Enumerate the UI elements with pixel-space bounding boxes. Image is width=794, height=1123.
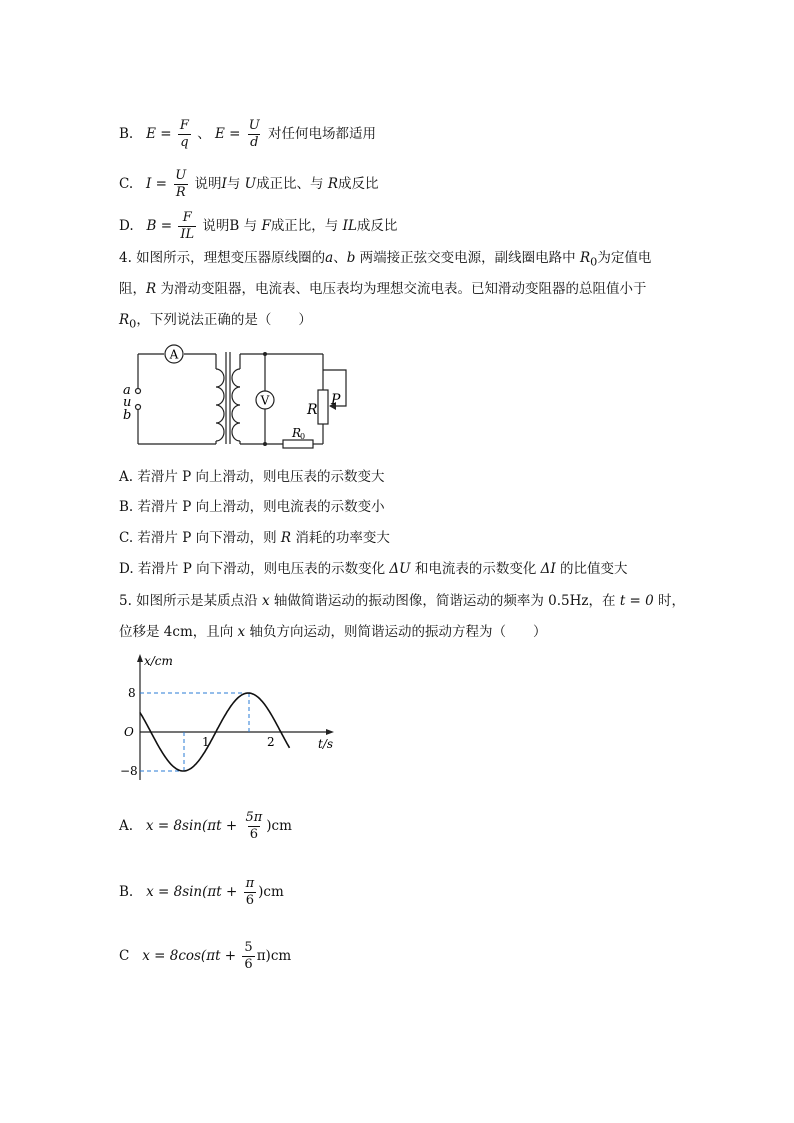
formula-b: B: [146, 218, 157, 234]
numerator: π: [245, 876, 255, 891]
option-label: B.: [119, 126, 134, 142]
label-r: R: [307, 402, 318, 418]
formula-pre: x = 8sin(πt +: [145, 818, 238, 834]
label-r0: R: [292, 426, 302, 440]
formula-post: )cm: [266, 818, 292, 834]
q4-option-b: B. 若滑片 P 向上滑动，则电流表的示数变小: [119, 499, 385, 515]
var: t = 0: [619, 593, 654, 609]
stem-text: 轴做简谐运动的振动图像，简谐运动的频率为 0.5Hz，在: [269, 593, 620, 609]
option-text: 对任何电场都适用: [268, 126, 377, 142]
stem-text: 位移是 4cm，且向: [119, 624, 238, 640]
var: U: [244, 176, 257, 192]
fraction: [244, 876, 257, 909]
denominator: 6: [249, 827, 258, 842]
x-tick-1: 1: [202, 735, 210, 749]
fraction: [242, 940, 254, 973]
option-text: D. 若滑片 P 向下滑动，则电压表的示数变化: [119, 561, 390, 577]
subscript: 0: [129, 317, 137, 331]
stem-text: 4. 如图所示，理想变压器原线圈的: [119, 250, 326, 266]
var: a: [325, 250, 334, 266]
x-axis-arrow: [326, 729, 334, 735]
fraction-u-over-d: [247, 118, 262, 151]
q5-option-b: [119, 876, 284, 909]
label-r0-subscript: 0: [300, 432, 306, 441]
y-tick-top: 8: [128, 686, 136, 700]
option-text: 成反比: [356, 218, 398, 234]
denominator: 6: [245, 893, 255, 908]
var: ΔI: [540, 561, 556, 577]
label-p: P: [331, 392, 341, 408]
option-label: D.: [119, 218, 134, 234]
var: R: [146, 281, 157, 297]
option-text: 和电流表的示数变化: [410, 561, 541, 577]
stem-text: 两端接正弦交变电源，副线圈电路中: [355, 250, 580, 266]
formula-pre: x = 8cos(πt +: [142, 948, 237, 964]
q3-option-b: [119, 118, 376, 151]
formula-post: π)cm: [256, 948, 292, 964]
q5-option-a: [119, 810, 292, 843]
var: b: [346, 250, 356, 266]
q3-option-c: [119, 168, 379, 201]
var: F: [261, 218, 271, 234]
q5-stem-line2: [119, 623, 546, 641]
option-text: 成正比，与: [270, 218, 343, 234]
denominator: d: [250, 135, 259, 150]
formula-pre: x = 8sin(πt +: [146, 884, 238, 900]
q4-option-c: [119, 529, 390, 547]
formula-i: I: [146, 176, 152, 192]
var: ΔU: [389, 561, 411, 577]
denominator: R: [175, 185, 186, 200]
label-u: u: [123, 395, 132, 410]
stem-text: 5. 如图所示是某质点沿: [119, 593, 262, 609]
option-text: C. 若滑片 P 向下滑动，则: [119, 530, 281, 546]
q3-option-d: [119, 210, 397, 243]
q5-option-c: [119, 940, 291, 973]
x-axis-label: t/s: [318, 737, 334, 751]
transformer-circuit-diagram: [118, 344, 358, 454]
option-label: B.: [119, 884, 134, 900]
terminal-b: [136, 405, 141, 410]
var: R: [327, 176, 339, 192]
numerator: 5: [244, 940, 253, 955]
resistor-r0: [283, 440, 313, 448]
fraction: [243, 810, 264, 843]
numerator: F: [182, 210, 192, 225]
option-label: C: [119, 948, 130, 964]
var: R: [280, 530, 292, 546]
label-a: a: [123, 383, 131, 398]
junction: [263, 442, 267, 446]
numerator: U: [248, 118, 260, 133]
fraction-f-over-q: [178, 118, 191, 151]
q4-stem-line1: [119, 249, 651, 272]
separator: 、: [333, 250, 347, 266]
origin-label: O: [124, 725, 134, 739]
y-axis-arrow: [137, 654, 143, 662]
fraction-f-over-il: [178, 210, 196, 243]
subscript: 0: [590, 255, 598, 269]
var: x: [261, 593, 270, 609]
option-text: 的比值变大: [555, 561, 628, 577]
stem-text: 为定值电: [597, 250, 652, 266]
equals: =: [155, 176, 167, 192]
stem-text: 阻，: [119, 281, 146, 297]
q4-option-a: A. 若滑片 P 向上滑动，则电压表的示数变大: [119, 469, 385, 485]
primary-coil: [216, 369, 224, 441]
numerator: U: [175, 168, 187, 183]
y-axis-label: x/cm: [144, 654, 173, 668]
numerator: F: [179, 118, 189, 133]
equals: =: [229, 126, 241, 142]
x-tick-2: 2: [267, 735, 275, 749]
stem-text: ，下列说法正确的是（ ）: [136, 312, 312, 328]
option-text: 成反比: [338, 176, 379, 192]
numerator: 5π: [245, 810, 263, 825]
option-text: 说明: [194, 176, 222, 192]
voltmeter-label: V: [260, 393, 270, 408]
option-text: 消耗的功率变大: [291, 530, 390, 546]
rheostat-r: [318, 390, 328, 424]
option-text: 说明B 与: [202, 218, 262, 234]
denominator: q: [180, 135, 189, 150]
y-tick-bottom: −8: [120, 764, 138, 778]
option-label: C.: [119, 176, 134, 192]
denominator: 6: [244, 957, 253, 972]
stem-text: 轴负方向运动，则简谐运动的振动方程为（ ）: [245, 624, 547, 640]
equals: =: [160, 218, 173, 234]
var: R: [579, 250, 591, 266]
vibration-graph: [118, 650, 348, 785]
denominator: IL: [180, 227, 195, 242]
secondary-coil: [232, 369, 240, 441]
separator: 、: [197, 126, 211, 142]
stem-text: 时，: [653, 593, 686, 609]
ammeter-label: A: [169, 347, 179, 362]
junction: [263, 352, 267, 356]
equals: =: [160, 126, 172, 142]
formula-e: E: [146, 126, 156, 142]
q5-stem-line1: [119, 592, 685, 610]
q4-option-d: [119, 560, 628, 578]
var: I: [221, 176, 227, 192]
var: IL: [342, 218, 357, 234]
option-text: 成正比、与: [256, 176, 328, 192]
var: R: [119, 312, 130, 328]
stem-text: 为滑动变阻器，电流表、电压表均为理想交流电表。已知滑动变阻器的总阻值小于: [156, 281, 647, 297]
label-b: b: [123, 408, 132, 423]
fraction-u-over-r: [173, 168, 188, 201]
formula-post: )cm: [258, 884, 284, 900]
q4-stem-line3: [119, 311, 312, 334]
terminal-a: [136, 389, 141, 394]
var: x: [237, 624, 246, 640]
option-text: 与: [226, 176, 245, 192]
q4-stem-line2: [119, 280, 646, 298]
option-label: A.: [119, 818, 134, 834]
formula-e: E: [214, 126, 225, 142]
